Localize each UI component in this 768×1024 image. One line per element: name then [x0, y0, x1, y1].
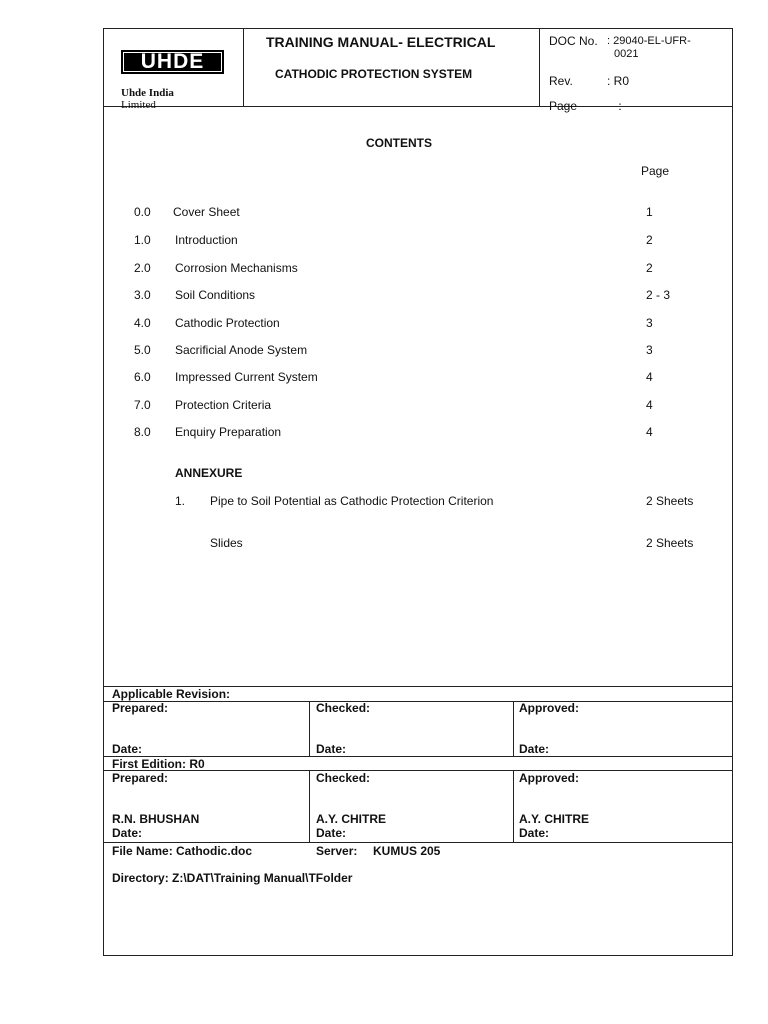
footer-line-2: [103, 701, 733, 702]
page-column-header: Page: [641, 164, 670, 178]
header-col-divider-2: [539, 28, 540, 106]
annexure-heading: ANNEXURE: [175, 466, 243, 480]
toc-page: 2: [646, 261, 653, 275]
toc-title: Protection Criteria: [175, 398, 272, 412]
toc-page: 2: [646, 233, 653, 247]
toc-number: 2.0: [134, 261, 151, 275]
logo-text: UHDE: [140, 50, 205, 73]
approved-date-label: Date:: [519, 742, 550, 756]
page-title: TRAINING MANUAL- ELECTRICAL: [266, 34, 496, 50]
footer-col-divider-1a: [309, 701, 310, 756]
footer-line-5: [103, 842, 733, 843]
fe-prepared-date-label: Date:: [112, 826, 143, 840]
prepared-date-label: Date:: [112, 742, 143, 756]
header-page-value: :: [618, 99, 622, 113]
toc-number: 5.0: [134, 343, 151, 357]
fe-checked-date-label: Date:: [316, 826, 347, 840]
footer-col-divider-2a: [513, 701, 514, 756]
toc-page: 4: [646, 425, 653, 439]
header-page-row: [549, 99, 622, 113]
server-value: KUMUS 205: [373, 844, 441, 858]
approved-label: Approved:: [519, 701, 579, 715]
toc-page: 4: [646, 398, 653, 412]
toc-page: 3: [646, 316, 653, 330]
approved-by-name: A.Y. CHITRE: [519, 812, 590, 826]
first-edition-label: First Edition: R0: [112, 757, 205, 771]
server-label: Server:: [316, 844, 358, 858]
annexure-number: 1.: [175, 494, 186, 508]
revision-value: : R0: [607, 74, 630, 88]
toc-number: 3.0: [134, 288, 151, 302]
footer-col-divider-1b: [309, 770, 310, 842]
fe-checked-label: Checked:: [316, 771, 371, 785]
toc-number: 8.0: [134, 425, 151, 439]
prepared-label: Prepared:: [112, 701, 169, 715]
revision-label: Rev.: [549, 74, 573, 88]
annexure-title: Pipe to Soil Potential as Cathodic Protection Criterion: [210, 494, 494, 508]
footer-col-divider-2b: [513, 770, 514, 842]
toc-title: Cover Sheet: [173, 205, 240, 219]
toc-page: 3: [646, 343, 653, 357]
toc-title: Sacrificial Anode System: [175, 343, 308, 357]
page-subtitle: CATHODIC PROTECTION SYSTEM: [275, 67, 473, 81]
toc-title: Enquiry Preparation: [175, 425, 282, 439]
fe-approved-date-label: Date:: [519, 826, 550, 840]
checked-label: Checked:: [316, 701, 371, 715]
toc-title: Cathodic Protection: [175, 316, 280, 330]
applicable-revision-label: Applicable Revision:: [112, 687, 231, 701]
toc-number: 1.0: [134, 233, 151, 247]
toc-number: 7.0: [134, 398, 151, 412]
toc-page: 4: [646, 370, 653, 384]
checked-date-label: Date:: [316, 742, 347, 756]
toc-number: 6.0: [134, 370, 151, 384]
toc-page: 1: [646, 205, 653, 219]
annexure-title: Slides: [210, 536, 243, 550]
header-divider: [103, 106, 733, 107]
toc-number: 4.0: [134, 316, 151, 330]
doc-number-label: DOC No.: [549, 34, 598, 48]
toc-title: Corrosion Mechanisms: [175, 261, 298, 275]
fe-prepared-label: Prepared:: [112, 771, 169, 785]
annexure-page: 2 Sheets: [646, 494, 694, 508]
toc-title: Introduction: [175, 233, 238, 247]
uhde-logo: [121, 50, 224, 74]
checked-by-name: A.Y. CHITRE: [316, 812, 387, 826]
company-name-cut: Limited: [121, 99, 156, 111]
fe-approved-label: Approved:: [519, 771, 579, 785]
doc-number-value-2: 0021: [614, 48, 639, 60]
toc-number: 0.0: [134, 205, 151, 219]
header-page-label: Page: [549, 99, 578, 113]
file-name: File Name: Cathodic.doc: [112, 844, 253, 858]
header-col-divider-1: [243, 28, 244, 106]
contents-heading: CONTENTS: [366, 136, 432, 150]
toc-title: Impressed Current System: [175, 370, 318, 384]
directory-path: Directory: Z:\DAT\Training Manual\TFolder: [112, 871, 353, 885]
toc-title: Soil Conditions: [175, 288, 256, 302]
annexure-page: 2 Sheets: [646, 536, 694, 550]
company-name: Uhde India: [121, 87, 174, 99]
prepared-by-name: R.N. BHUSHAN: [112, 812, 200, 826]
doc-number-value-1: : 29040-EL-UFR-: [607, 35, 691, 47]
toc-page: 2 - 3: [646, 288, 671, 302]
